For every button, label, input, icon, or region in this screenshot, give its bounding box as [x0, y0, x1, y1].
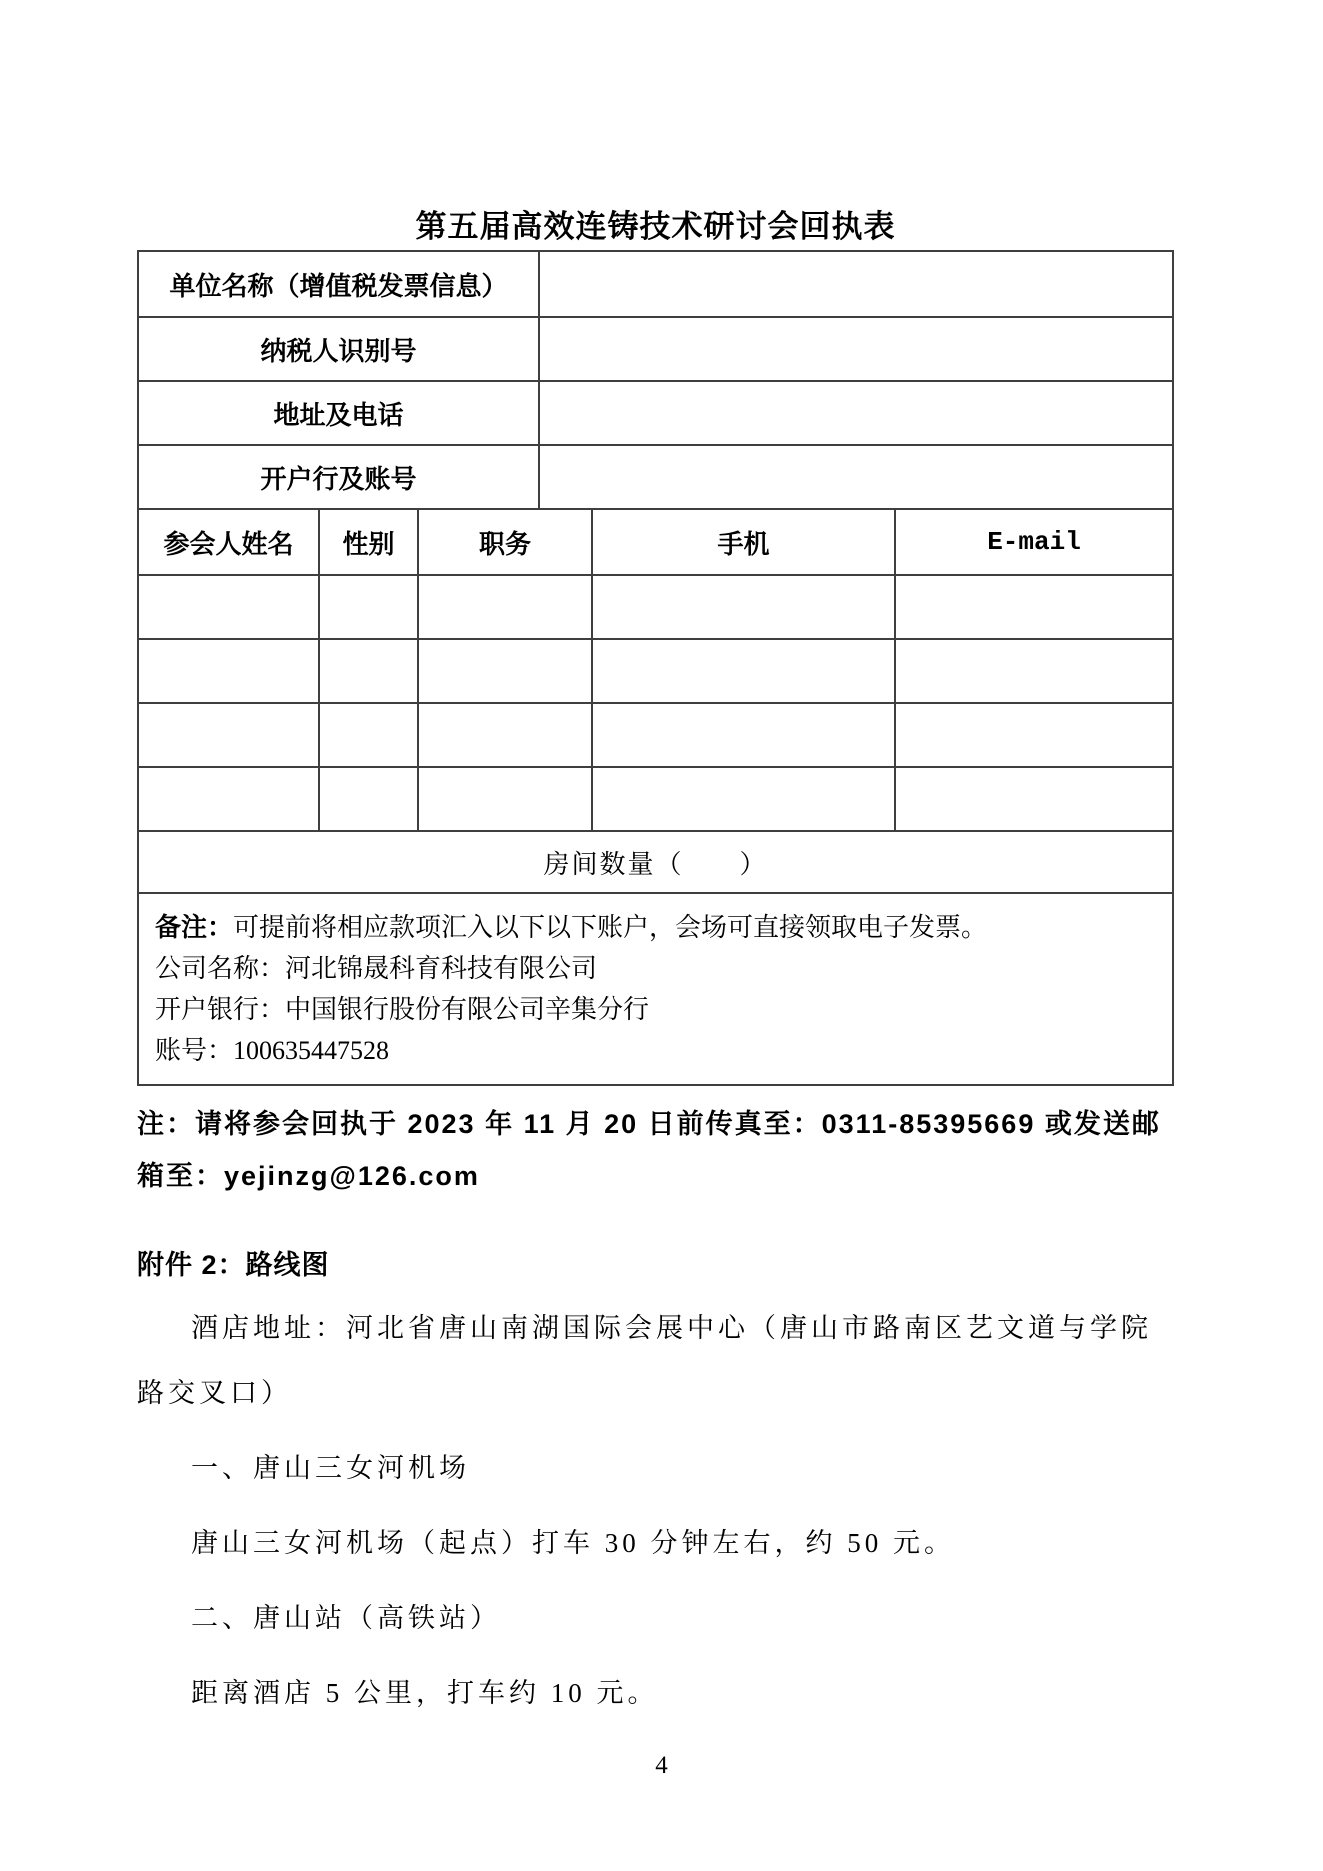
attendee-gender-cell[interactable] [320, 704, 419, 766]
attendee-title-cell[interactable] [419, 640, 593, 702]
reply-form-table [137, 250, 1174, 1086]
remarks-cell [139, 892, 1172, 1084]
attendee-name-cell[interactable] [139, 704, 320, 766]
taxpayer-id-label: 纳税人识别号 [139, 318, 540, 380]
remarks-bank-name: 开户银行：中国银行股份有限公司辛集分行 [155, 995, 650, 1024]
attendee-gender-cell[interactable] [320, 768, 419, 830]
attendee-gender-cell[interactable] [320, 640, 419, 702]
attendee-name-cell[interactable] [139, 640, 320, 702]
attendee-email-cell[interactable] [896, 768, 1172, 830]
attendee-col-email: E-mail [987, 527, 1081, 557]
attendee-name-cell[interactable] [139, 576, 320, 638]
attendee-empty-row [139, 638, 1172, 702]
hotel-address: 酒店地址：河北省唐山南湖国际会展中心（唐山市路南区艺文道与学院路交叉口） [137, 1313, 1152, 1408]
attendee-title-cell[interactable] [419, 704, 593, 766]
attendee-email-cell[interactable] [896, 640, 1172, 702]
attendee-col-mobile: 手机 [593, 510, 896, 574]
attendee-title-cell[interactable] [419, 576, 593, 638]
attendee-email-cell[interactable] [896, 704, 1172, 766]
room-count-cell[interactable]: 房间数量（ ） [139, 830, 1172, 892]
route-directions [137, 1296, 1174, 1726]
table-row [139, 380, 1172, 444]
table-row [139, 444, 1172, 508]
attendee-col-gender: 性别 [320, 510, 419, 574]
bank-account-input-cell[interactable] [540, 446, 1172, 508]
remarks-account-number: 账号：100635447528 [155, 1036, 390, 1065]
route-item-station-detail: 距离酒店 5 公里，打车约 10 元。 [191, 1678, 659, 1708]
document-content [137, 0, 1174, 1736]
attendee-mobile-cell[interactable] [593, 768, 896, 830]
remarks-label: 备注： [155, 912, 234, 942]
remarks-company-name: 公司名称：河北锦晟科育科技有限公司 [155, 954, 598, 983]
route-item-station-title: 二、唐山站（高铁站） [191, 1603, 501, 1633]
attendee-col-title: 职务 [419, 510, 593, 574]
attendee-col-name: 参会人姓名 [139, 510, 320, 574]
address-phone-label: 地址及电话 [139, 382, 540, 444]
attendee-section [139, 508, 1172, 830]
attendee-title-cell[interactable] [419, 768, 593, 830]
attendee-mobile-cell[interactable] [593, 576, 896, 638]
attendee-empty-row [139, 702, 1172, 766]
route-item-airport-detail: 唐山三女河机场（起点）打车 30 分钟左右，约 50 元。 [191, 1528, 955, 1558]
attendee-mobile-cell[interactable] [593, 640, 896, 702]
attendee-empty-row [139, 574, 1172, 638]
remarks-line-payment [155, 907, 1156, 948]
company-name-label: 单位名称（增值税发票信息） [139, 252, 540, 316]
attendee-header-row [139, 510, 1172, 574]
info-section [139, 252, 1172, 508]
taxpayer-id-input-cell[interactable] [540, 318, 1172, 380]
attendee-empty-row [139, 766, 1172, 830]
table-row [139, 252, 1172, 316]
page-title: 第五届高效连铸技术研讨会回执表 [415, 209, 896, 244]
bank-account-label: 开户行及账号 [139, 446, 540, 508]
attendee-mobile-cell[interactable] [593, 704, 896, 766]
company-name-input-cell[interactable] [540, 252, 1172, 316]
page-number: 4 [655, 1752, 668, 1779]
attendee-email-cell[interactable] [896, 576, 1172, 638]
route-item-airport-title: 一、唐山三女河机场 [191, 1453, 470, 1483]
fax-deadline-note: 注：请将参会回执于 2023 年 11 月 20 日前传真至：0311-85395669 或发送邮箱至：yejinzg@126.com [137, 1109, 1161, 1191]
remarks-payment-text: 可提前将相应款项汇入以下以下账户，会场可直接领取电子发票。 [233, 913, 988, 942]
address-phone-input-cell[interactable] [540, 382, 1172, 444]
attendee-gender-cell[interactable] [320, 576, 419, 638]
attachment-heading: 附件 2：路线图 [137, 1250, 330, 1280]
table-row [139, 316, 1172, 380]
attendee-name-cell[interactable] [139, 768, 320, 830]
